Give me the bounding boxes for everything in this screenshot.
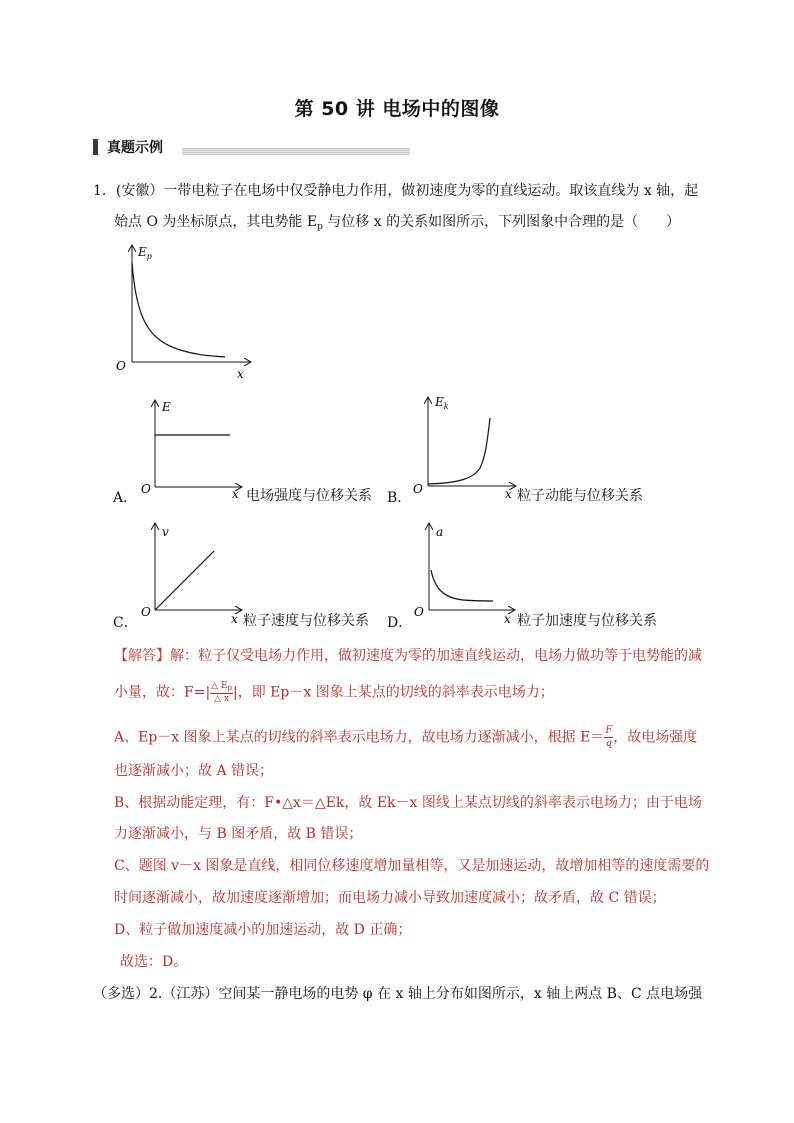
- section-rule: [182, 148, 410, 155]
- y-label: $E_k$: [435, 395, 449, 411]
- answer-line5: B、根据动能定理，有：F•△x＝△Ek，故 Ek－x 图线上某点切线的斜率表示电场力；由于电场: [114, 795, 702, 811]
- option-b-graph: [410, 390, 520, 505]
- x-label: x: [505, 487, 512, 501]
- x-label: x: [231, 612, 238, 626]
- y-label: a: [436, 525, 444, 539]
- answer-line6: 力逐渐减小，与 B 图矛盾，故 B 错误；: [114, 826, 363, 842]
- section-marker: [93, 139, 98, 155]
- option-c-graph: [138, 518, 248, 628]
- answer-line1: 【解答】解：粒子仅受电场力作用，做初速度为零的加速直线运动，电场力做功等于电势能的减: [114, 648, 702, 664]
- origin-label: O: [141, 482, 151, 496]
- option-d-graph: [411, 518, 521, 628]
- x-label: x: [504, 612, 511, 626]
- answer-line3: A、Ep－x 图象上某点的切线的斜率表示电场力，故电场力逐渐减小，根据 E＝ $\frac{F}{q}$ ，故电场强度: [114, 725, 698, 749]
- answer-line2: 小量，故：F=| $\frac{\triangle E_p}{\triangle x}$ |，即 Ep－x 图象上某点的切线的斜率表示电场力；: [114, 681, 554, 704]
- option-a-letter: A．: [113, 490, 138, 506]
- y-label: v: [162, 525, 169, 539]
- option-c-letter: C．: [113, 615, 138, 631]
- answer-line8: 时间逐渐减小，故加速度逐渐增加；而电场力减小导致加速度减小；故矛盾，故 C 错误；: [114, 890, 666, 906]
- ep-x-graph: [110, 240, 270, 380]
- option-b-letter: B．: [387, 490, 412, 506]
- origin-label: O: [116, 359, 126, 373]
- x-label: x: [232, 487, 239, 501]
- fraction-dep-dx: $\frac{\triangle E_p}{\triangle x}$: [211, 681, 233, 704]
- y-label: E: [162, 400, 171, 414]
- answer-tag: 【解答】: [114, 648, 170, 664]
- option-d-caption: 粒子加速度与位移关系: [517, 613, 657, 629]
- section-heading: 真题示例: [107, 140, 163, 156]
- ep-curve: [132, 262, 225, 357]
- a-curve: [431, 570, 493, 601]
- origin-label: O: [413, 482, 423, 496]
- q1-line2: 始点 O 为坐标原点，其电势能 $E_p$ 与位移 x 的关系如图所示，下列图象中合理的是（ ）: [114, 214, 681, 232]
- answer-line4: 也逐渐减小；故 A 错误；: [114, 763, 274, 779]
- option-b-caption: 粒子动能与位移关系: [517, 488, 643, 504]
- option-c-caption: 粒子速度与位移关系: [243, 613, 369, 629]
- x-label: x: [237, 367, 244, 380]
- option-a-graph: [138, 395, 248, 505]
- q2-line1: （多选）2.（江苏）空间某一静电场的电势 φ 在 x 轴上分布如图所示，x 轴上两点 B、C 点电场强: [93, 986, 703, 1002]
- q1-line1: 1．(安徽）一带电粒子在电场中仅受静电力作用，做初速度为零的直线运动。取该直线为 x 轴，起: [93, 183, 699, 199]
- answer-line9: D、粒子做加速度减小的加速运动，故 D 正确；: [114, 922, 412, 938]
- ek-curve: [428, 418, 490, 484]
- option-a-caption: 电场强度与位移关系: [246, 488, 372, 504]
- v-line: [155, 551, 214, 610]
- fraction-f-q: $\frac{F}{q}$: [605, 725, 613, 749]
- option-d-letter: D．: [387, 615, 413, 631]
- origin-label: O: [141, 605, 151, 619]
- y-label: $E_p$: [138, 245, 152, 261]
- origin-label: O: [414, 605, 424, 619]
- answer-line10: 故选：D。: [120, 954, 188, 970]
- answer-line7: C、题图 v－x 图象是直线，相同位移速度增加量相等，又是加速运动，故增加相等的速度需要的: [114, 858, 710, 874]
- page-title: 第 50 讲 电场中的图像: [294, 98, 500, 120]
